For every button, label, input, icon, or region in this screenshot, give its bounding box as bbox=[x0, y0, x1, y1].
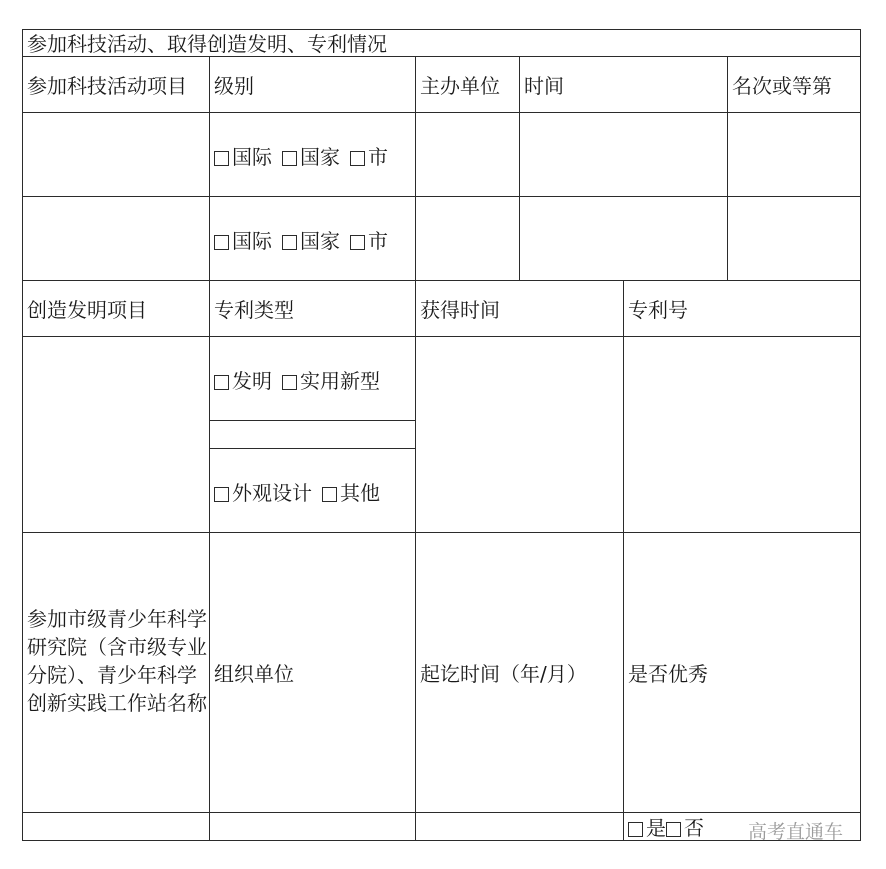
checkbox-icon[interactable] bbox=[214, 487, 229, 502]
header-patent-type: 专利类型 bbox=[214, 298, 294, 322]
level-option-city[interactable]: 市 bbox=[350, 229, 388, 253]
checkbox-icon[interactable] bbox=[628, 822, 643, 837]
level-option-city[interactable]: 市 bbox=[350, 145, 388, 169]
header-time: 时间 bbox=[524, 74, 564, 98]
checkbox-icon[interactable] bbox=[282, 235, 297, 250]
checkbox-icon[interactable] bbox=[666, 822, 681, 837]
excellent-options bbox=[628, 816, 704, 840]
level-options-row-2 bbox=[214, 229, 388, 253]
header-excellent: 是否优秀 bbox=[628, 662, 708, 686]
patent-type-invention[interactable]: 发明 bbox=[214, 369, 272, 393]
patent-type-utility-model[interactable]: 实用新型 bbox=[282, 369, 380, 393]
patent-type-options-row-2 bbox=[214, 481, 380, 505]
level-option-international[interactable]: 国际 bbox=[214, 145, 272, 169]
checkbox-icon[interactable] bbox=[214, 151, 229, 166]
header-level: 级别 bbox=[214, 74, 254, 98]
level-option-national[interactable]: 国家 bbox=[282, 229, 340, 253]
patent-type-options-row-1 bbox=[214, 369, 380, 393]
level-option-national[interactable]: 国家 bbox=[282, 145, 340, 169]
header-research-institute-name: 参加市级青少年科学研究院（含市级专业分院）、青少年科学创新实践工作站名称 bbox=[27, 607, 207, 715]
checkbox-icon[interactable] bbox=[350, 235, 365, 250]
checkbox-icon[interactable] bbox=[350, 151, 365, 166]
header-patent-number: 专利号 bbox=[628, 298, 688, 322]
checkbox-icon[interactable] bbox=[214, 235, 229, 250]
header-organizing-unit: 组织单位 bbox=[214, 662, 294, 686]
watermark: 高考直通车 bbox=[748, 821, 844, 843]
checkbox-icon[interactable] bbox=[214, 375, 229, 390]
patent-type-design[interactable]: 外观设计 bbox=[214, 481, 312, 505]
header-activity-project: 参加科技活动项目 bbox=[27, 74, 187, 98]
checkbox-icon[interactable] bbox=[282, 151, 297, 166]
table-title: 参加科技活动、取得创造发明、专利情况 bbox=[27, 32, 387, 56]
level-options-row-1 bbox=[214, 145, 388, 169]
excellent-option-yes[interactable]: 是 bbox=[628, 816, 666, 840]
checkbox-icon[interactable] bbox=[322, 487, 337, 502]
checkbox-icon[interactable] bbox=[282, 375, 297, 390]
level-option-international[interactable]: 国际 bbox=[214, 229, 272, 253]
header-obtained-time: 获得时间 bbox=[420, 298, 500, 322]
patent-type-other[interactable]: 其他 bbox=[322, 481, 380, 505]
header-organizer: 主办单位 bbox=[420, 74, 500, 98]
header-rank: 名次或等第 bbox=[732, 74, 832, 98]
header-invention-project: 创造发明项目 bbox=[27, 298, 147, 322]
excellent-option-no[interactable]: 否 bbox=[666, 816, 704, 840]
header-period: 起讫时间（年/月） bbox=[420, 662, 587, 686]
